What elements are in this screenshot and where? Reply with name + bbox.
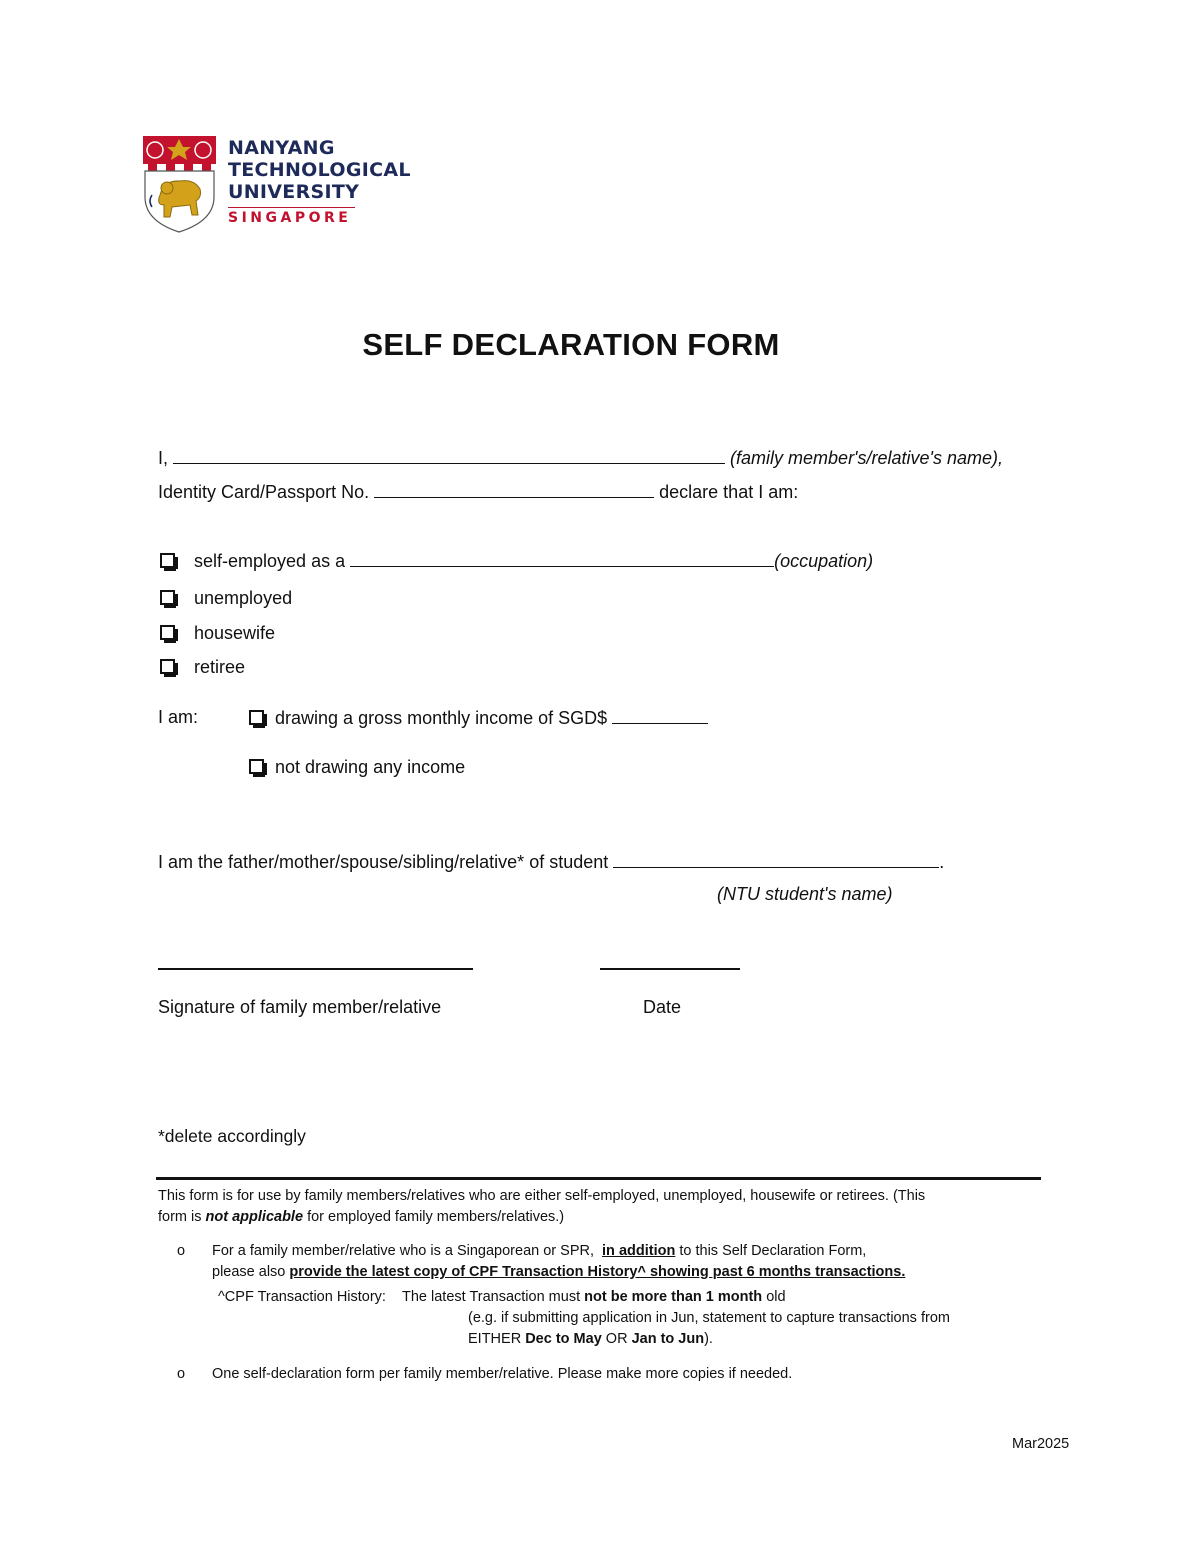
b1-in-addition: in addition xyxy=(602,1243,676,1259)
signature-field[interactable] xyxy=(158,968,473,970)
id-label: Identity Card/Passport No. xyxy=(158,482,370,502)
b1-a: For a family member/relative who is a Singaporean or SPR, xyxy=(212,1243,594,1259)
relation-end: . xyxy=(939,852,945,872)
status-option-self-employed xyxy=(160,550,873,572)
cpf-line-2: (e.g. if submitting application in Jun, statement to capture transactions from xyxy=(468,1310,950,1326)
cpf-line-3 xyxy=(468,1331,713,1347)
income-none-checkbox[interactable] xyxy=(249,759,264,774)
notes-not-applicable: not applicable xyxy=(205,1209,304,1225)
cpf-g: OR xyxy=(605,1331,628,1347)
date-field[interactable] xyxy=(600,968,740,970)
logo-line-2: TECHNOLOGICAL xyxy=(228,159,411,181)
b1-d: please also xyxy=(212,1264,286,1280)
logo-divider xyxy=(228,207,355,208)
income-option-none xyxy=(249,757,465,778)
bullet-2-text: One self-declaration form per family member/relative. Please make more copies if needed. xyxy=(212,1366,793,1382)
name-line xyxy=(158,447,1003,469)
bullet-1: o xyxy=(177,1243,186,1259)
logo-line-1: NANYANG xyxy=(228,137,335,159)
logo-wordmark xyxy=(228,139,411,225)
notes-line-1: This form is for use by family members/relatives who are either self-employed, unemployed, housewife or retirees. (This xyxy=(158,1188,926,1204)
section-divider xyxy=(156,1177,1041,1180)
cpf-b: not be more than 1 month xyxy=(584,1289,763,1305)
logo-line-4: SINGAPORE xyxy=(228,210,352,226)
declare-text: declare that I am: xyxy=(659,482,799,502)
self-employed-checkbox[interactable] xyxy=(160,553,175,568)
income-option-drawing xyxy=(249,707,708,729)
retiree-checkbox[interactable] xyxy=(160,659,175,674)
footnote: *delete accordingly xyxy=(158,1126,306,1146)
income-none-label: not drawing any income xyxy=(275,757,466,777)
status-option-retiree xyxy=(160,657,245,678)
date-label: Date xyxy=(643,997,682,1017)
housewife-checkbox[interactable] xyxy=(160,625,175,640)
student-name-field[interactable] xyxy=(613,851,939,868)
bullet-1-line-2 xyxy=(212,1264,905,1280)
unemployed-checkbox[interactable] xyxy=(160,590,175,605)
student-name-hint: (NTU student's name) xyxy=(717,884,893,904)
signature-label: Signature of family member/relative xyxy=(158,997,442,1017)
id-line xyxy=(158,481,798,503)
self-employed-label: self-employed as a xyxy=(194,551,346,571)
monthly-income-field[interactable] xyxy=(612,707,708,724)
cpf-f: Dec to May xyxy=(525,1331,602,1347)
family-member-name-field[interactable] xyxy=(173,447,725,464)
unemployed-label: unemployed xyxy=(194,588,293,608)
logo-line-3: UNIVERSITY xyxy=(228,181,360,203)
id-passport-field[interactable] xyxy=(374,481,654,498)
b1-c: to this Self Declaration Form, xyxy=(679,1243,867,1259)
notes-p1-d: for employed family members/relatives.) xyxy=(307,1209,565,1225)
relation-line xyxy=(158,851,944,873)
b1-cpf-requirement: provide the latest copy of CPF Transaction History^ showing past 6 months transactions. xyxy=(289,1264,906,1280)
status-option-unemployed xyxy=(160,588,292,609)
income-drawing-label: drawing a gross monthly income of SGD$ xyxy=(275,708,608,728)
housewife-label: housewife xyxy=(194,623,276,643)
bullet-2: o xyxy=(177,1366,186,1382)
page-title: SELF DECLARATION FORM xyxy=(362,327,780,362)
retiree-label: retiree xyxy=(194,657,246,677)
income-label: I am: xyxy=(158,707,199,727)
notes-p1-b: form is xyxy=(158,1209,202,1225)
occupation-field[interactable] xyxy=(350,550,774,567)
cpf-e: EITHER xyxy=(468,1331,522,1347)
notes-line-2 xyxy=(158,1209,564,1225)
cpf-i: ). xyxy=(704,1331,713,1347)
status-option-housewife xyxy=(160,623,275,644)
occupation-hint: (occupation) xyxy=(774,551,874,571)
cpf-c: old xyxy=(766,1289,786,1305)
cpf-a: The latest Transaction must xyxy=(402,1289,581,1305)
relation-text: I am the father/mother/spouse/sibling/relative* of student xyxy=(158,852,609,872)
bullet-1-line-1 xyxy=(212,1243,866,1259)
i-prefix: I, xyxy=(158,448,169,468)
name-hint: (family member's/relative's name), xyxy=(730,448,1003,468)
version-stamp: Mar2025 xyxy=(1012,1436,1070,1452)
cpf-label: ^CPF Transaction History: xyxy=(218,1289,386,1305)
cpf-h: Jan to Jun xyxy=(631,1331,705,1347)
cpf-line-1 xyxy=(218,1289,786,1305)
income-drawing-checkbox[interactable] xyxy=(249,710,264,725)
